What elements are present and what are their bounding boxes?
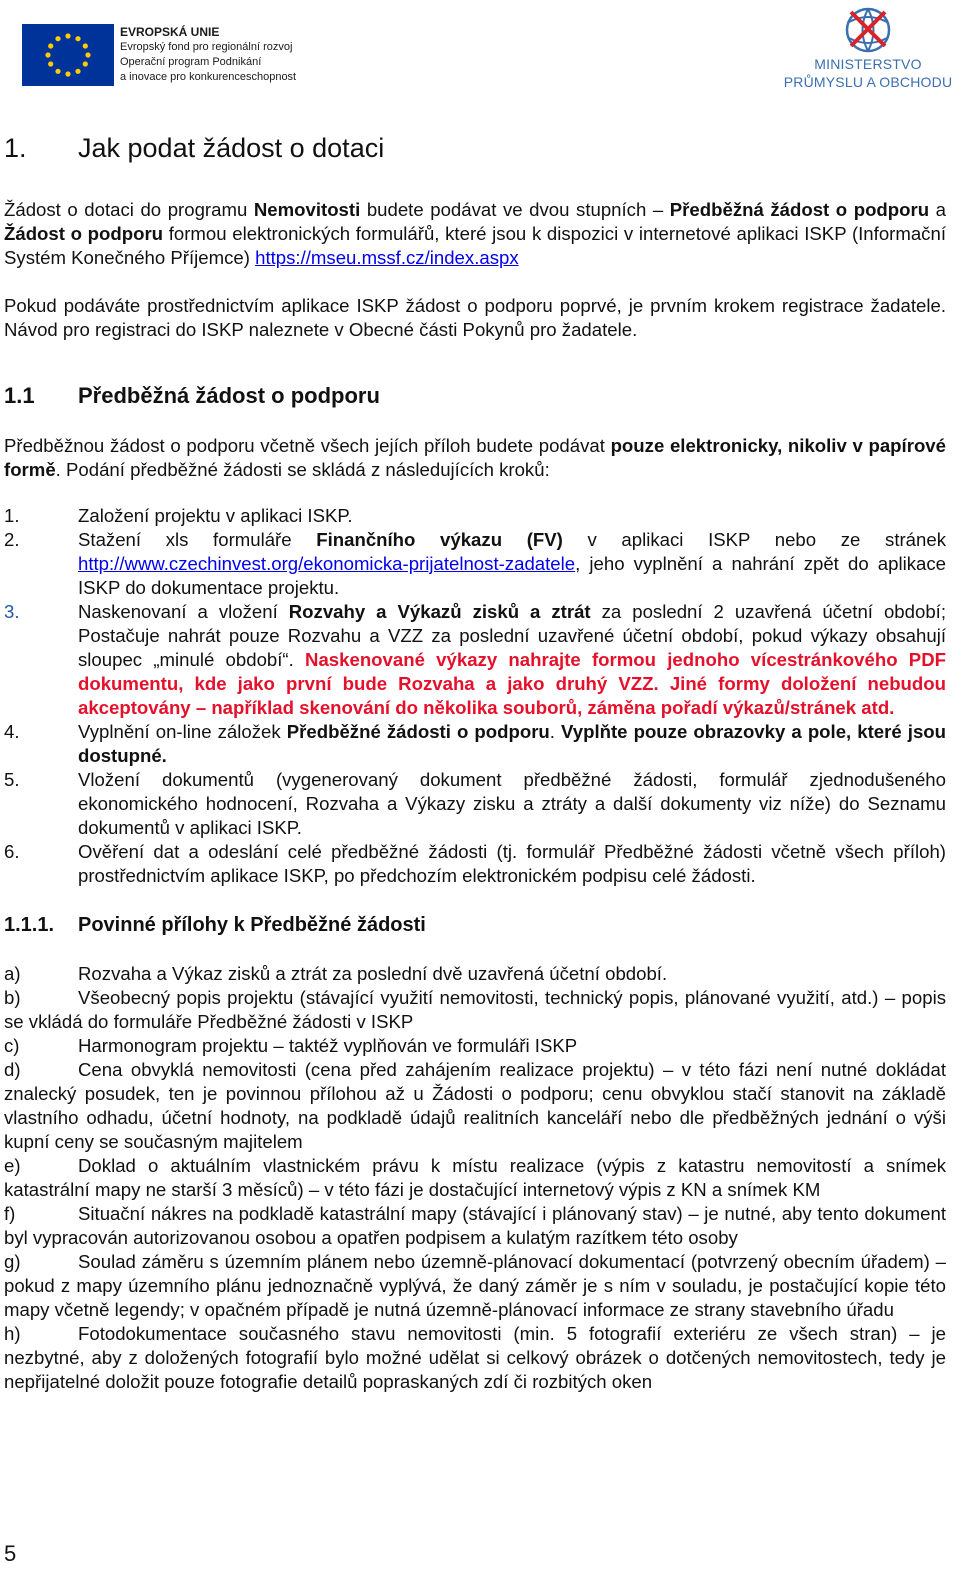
attachment-h (4, 1322, 946, 1394)
step-3 (4, 600, 946, 720)
step-2-text-3: , jeho vyplnění a nahrání zpět do aplikace ISKP do dokumentace projektu. (78, 553, 946, 598)
step-3-bold: Rozvahy a Výkazů zisků a ztrát (288, 601, 591, 622)
attachment-d-key: d) (4, 1059, 21, 1080)
czechinvest-link[interactable]: http://www.czechinvest.org/ekonomicka-prijatelnost-zadatele (78, 553, 576, 574)
attachment-f (4, 1202, 946, 1250)
iskp-link[interactable]: https://mseu.mssf.cz/index.aspx (255, 247, 519, 268)
attachment-b-key: b) (4, 987, 21, 1008)
attachment-d (4, 1058, 946, 1154)
p1-text-1: Žádost o dotaci do programu (4, 199, 254, 220)
step-3-text-1: Naskenovaní a vložení (78, 601, 289, 622)
attachment-g-text: Soulad záměru s územním plánem nebo územně-plánovací dokumentací (potvrzený obecním úřadem) – pokud z mapy územního plánu jednoznačně vyplývá, že daný záměr je s ním v souladu, je postačující kopie této mapy včetně legendy; v opačném případě je nutná územně-plánovací informace ze strany stavebního úřadu (4, 1251, 946, 1320)
step-4-number: 4. (4, 721, 20, 742)
eu-line-3: Operační program Podnikání (120, 56, 262, 68)
attachment-g-key: g) (4, 1251, 21, 1272)
step-4-bold-1: Předběžné žádosti o podporu (286, 721, 550, 742)
eu-line-4: a inovace pro konkurenceschopnost (120, 71, 297, 83)
document-body (4, 132, 946, 1394)
attachment-g (4, 1250, 946, 1322)
ministry-emblem-icon (837, 2, 899, 54)
p1-text-3: a (929, 199, 947, 220)
section-1-number: 1. (4, 133, 27, 163)
step-2-text-2: v aplikaci ISKP nebo ze stránek (562, 529, 946, 550)
attachment-a (4, 962, 946, 986)
section-1-1-intro (4, 434, 946, 482)
attachment-c-key: c) (4, 1035, 20, 1056)
step-6-text: Ověření dat a odeslání celé předběžné žádosti (tj. formulář Předběžné žádosti včetně všech příloh) prostřednictvím aplikace ISKP, po předchozím elektronickém podpisu celé žádosti. (78, 841, 946, 886)
step-4-text-2: . (549, 721, 562, 742)
step-3-number: 3. (4, 601, 20, 622)
section-1-title: Jak podat žádost o dotaci (78, 133, 385, 163)
ministry-line-1: MINISTERSTVO (814, 56, 922, 72)
attachment-e (4, 1154, 946, 1202)
steps-list (4, 504, 946, 888)
eu-flag-icon (22, 24, 114, 86)
step-2-number: 2. (4, 529, 20, 550)
step-4 (4, 720, 947, 768)
step-2-bold: Finančního výkazu (FV) (316, 529, 563, 550)
step-6-number: 6. (4, 841, 20, 862)
step-6 (4, 840, 946, 888)
step-1-text: Založení projektu v aplikaci ISKP. (78, 505, 353, 526)
eu-line-1: EVROPSKÁ UNIE (120, 25, 220, 39)
attachment-f-key: f) (4, 1203, 16, 1224)
step-2-text-1: Stažení xls formuláře (78, 529, 317, 550)
attachment-e-key: e) (4, 1155, 21, 1176)
step-5-text: Vložení dokumentů (vygenerovaný dokument předběžné žádosti, formulář zjednodušeného ekonomického hodnocení, Rozvaha a Výkazy zisku a ztráty a další dokumenty viz níže) do Seznamu dokumentů v aplikaci ISKP. (78, 769, 946, 838)
ministry-line-2: PRŮMYSLU A OBCHODU (783, 74, 953, 90)
attachment-c (4, 1034, 946, 1058)
attachment-d-text: Cena obvyklá nemovitosti (cena před zahájením realizace projektu) – v této fázi není nutné dokládat znalecký posudek, ten je povinnou přílohou až u Žádosti o podporu; cenu obvyklou stačí stanovit na základě vlastního odhadu, účetní hodnoty, na podkladě údajů realitních kanceláří nebo dle předběžných jednání o výši kupní ceny se současným majitelem (4, 1059, 946, 1152)
section-1-paragraph-1 (4, 198, 946, 270)
step-1-number: 1. (4, 505, 20, 526)
intro-text-2: . Podání předběžné žádosti se skládá z následujících kroků: (55, 459, 550, 480)
step-5 (4, 768, 946, 840)
step-1 (4, 504, 946, 528)
eu-logo (22, 24, 296, 86)
section-1-1-title: Předběžná žádost o podporu (78, 383, 380, 408)
attachments-list (4, 962, 946, 1394)
section-1-1-heading (4, 382, 946, 410)
attachment-f-text: Situační nákres na podkladě katastrální mapy (stávající i plánovaný stav) – je nutné, aby tento dokument byl vypracován autorizovanou osobou a opatřen podpisem a kulatým razítkem této osoby (4, 1203, 946, 1248)
p1-text-2: budete podávat ve dvou stupních – (360, 199, 670, 220)
attachment-e-text: Doklad o aktuálním vlastnickém právu k místu realizace (výpis z katastru nemovitostí a snímek katastrální mapy ne starší 3 měsíců) – v této fázi je dostačující internetový výpis z KN a snímek KM (4, 1155, 946, 1200)
attachment-h-text: Fotodokumentace současného stavu nemovitosti (min. 5 fotografií exteriéru ze všech stran) – je nezbytné, aby z doložených fotografií bylo možné udělat si celkový obrázek o dotčených nemovitostech, tedy je nepřijatelné doložit pouze fotografie detailů popraskaných zdí či rozbitých oken (4, 1323, 946, 1392)
section-1-1-number: 1.1 (4, 383, 35, 408)
step-3-warning: Naskenované výkazy nahrajte formou jednoho vícestránkového PDF dokumentu, kde jako první bude Rozvaha a jako druhý VZZ. Jiné formy doložení nebudou akceptovány – například skenování do několika souborů, záměna pořadí výkazů/stránek atd. (78, 649, 946, 718)
intro-bold-1: pouze elektronicky, nikoliv v papírové formě (4, 435, 946, 480)
section-1-1-1-number: 1.1.1. (4, 914, 55, 936)
attachment-a-text: Rozvaha a Výkaz zisků a ztrát za poslední dvě uzavřená účetní období. (78, 963, 668, 984)
step-3-text-2: za poslední 2 uzavřená účetní období; Postačuje nahrát pouze Rozvahu a VZZ za poslední uzavřené účetní období, pokud výkazy obsahují sloupec „minulé období“. (78, 601, 946, 670)
page-number: 5 (4, 1541, 17, 1566)
section-1-1-1-title: Povinné přílohy k Předběžné žádosti (78, 914, 426, 936)
step-5-number: 5. (4, 769, 20, 790)
section-1-paragraph-2: Pokud podáváte prostřednictvím aplikace ISKP žádost o podporu poprvé, je prvním krokem registrace žadatele. Návod pro registraci do ISKP naleznete v Obecné části Pokynů pro žadatele. (4, 295, 946, 340)
step-4-bold-2: Vyplňte pouze obrazovky a pole, které jsou dostupné. (78, 721, 947, 766)
p1-bold-2: Předběžná žádost o podporu (669, 199, 930, 220)
attachment-b (4, 986, 946, 1034)
attachment-h-key: h) (4, 1323, 21, 1344)
section-1-heading (4, 132, 946, 164)
attachment-b-text: Všeobecný popis projektu (stávající využití nemovitosti, technický popis, plánované využití, atd.) – popis se vkládá do formuláře Předběžné žádosti v ISKP (4, 987, 946, 1032)
intro-text-1: Předběžnou žádost o podporu včetně všech jejích příloh budete podávat (4, 435, 611, 456)
step-2 (4, 528, 946, 600)
attachment-c-text: Harmonogram projektu – taktéž vyplňován ve formuláři ISKP (78, 1035, 578, 1056)
p1-bold-1: Nemovitosti (253, 199, 361, 220)
ministry-logo (780, 2, 956, 94)
section-1-1-1-heading (4, 912, 946, 938)
p1-text-4: formou elektronických formulářů, které jsou k dispozici v internetové aplikaci ISKP (Informační Systém Konečného Příjemce) (4, 223, 946, 268)
eu-line-2: Evropský fond pro regionální rozvoj (120, 41, 293, 53)
attachment-a-key: a) (4, 963, 21, 984)
eu-logo-text (120, 25, 296, 85)
step-4-text-1: Vyplnění on-line záložek (78, 721, 287, 742)
p1-bold-3: Žádost o podporu (4, 223, 164, 244)
